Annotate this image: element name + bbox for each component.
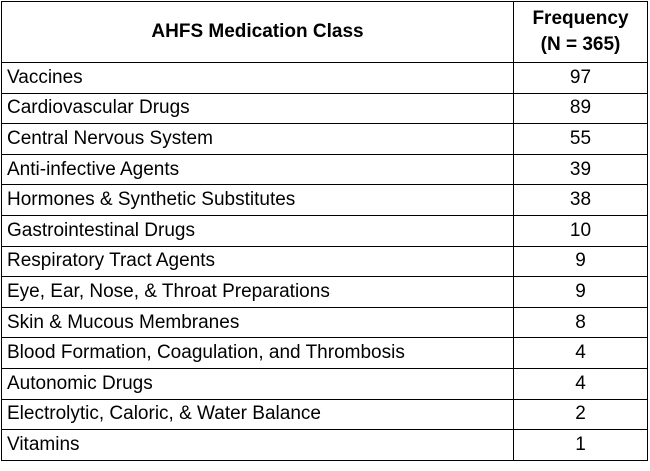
row-frequency: 1 — [514, 430, 648, 461]
row-frequency: 97 — [514, 63, 648, 94]
table-row — [2, 307, 648, 338]
row-frequency: 38 — [514, 185, 648, 216]
row-class-name: Autonomic Drugs — [2, 368, 514, 399]
row-frequency: 10 — [514, 215, 648, 246]
row-class-name: Central Nervous System — [2, 124, 514, 155]
table-row — [2, 185, 648, 216]
row-class-name: Anti-infective Agents — [2, 154, 514, 185]
row-class-name: Electrolytic, Caloric, & Water Balance — [2, 399, 514, 430]
table-header-row — [2, 2, 648, 63]
header-frequency — [514, 2, 648, 63]
row-frequency: 8 — [514, 307, 648, 338]
row-frequency: 89 — [514, 93, 648, 124]
row-class-name: Vaccines — [2, 63, 514, 94]
table-row — [2, 215, 648, 246]
row-class-name: Cardiovascular Drugs — [2, 93, 514, 124]
row-class-name: Skin & Mucous Membranes — [2, 307, 514, 338]
row-frequency: 2 — [514, 399, 648, 430]
row-frequency: 39 — [514, 154, 648, 185]
table-row — [2, 338, 648, 369]
table-row — [2, 93, 648, 124]
row-class-name: Hormones & Synthetic Substitutes — [2, 185, 514, 216]
row-class-name: Respiratory Tract Agents — [2, 246, 514, 277]
header-frequency-n: (N = 365) — [540, 34, 621, 55]
table-row — [2, 154, 648, 185]
table-row — [2, 246, 648, 277]
medication-class-table — [1, 1, 648, 461]
table-row — [2, 124, 648, 155]
row-frequency: 4 — [514, 368, 648, 399]
row-frequency: 9 — [514, 277, 648, 308]
table-row — [2, 430, 648, 461]
row-class-name: Eye, Ear, Nose, & Throat Preparations — [2, 277, 514, 308]
table-row — [2, 63, 648, 94]
header-frequency-label: Frequency — [532, 8, 629, 29]
row-class-name: Blood Formation, Coagulation, and Thrombosis — [2, 338, 514, 369]
row-frequency: 55 — [514, 124, 648, 155]
row-class-name: Vitamins — [2, 430, 514, 461]
table-row — [2, 368, 648, 399]
table-row — [2, 277, 648, 308]
row-frequency: 9 — [514, 246, 648, 277]
table-row — [2, 399, 648, 430]
row-frequency: 4 — [514, 338, 648, 369]
header-medication-class: AHFS Medication Class — [2, 2, 514, 63]
row-class-name: Gastrointestinal Drugs — [2, 215, 514, 246]
table-container — [1, 1, 648, 461]
